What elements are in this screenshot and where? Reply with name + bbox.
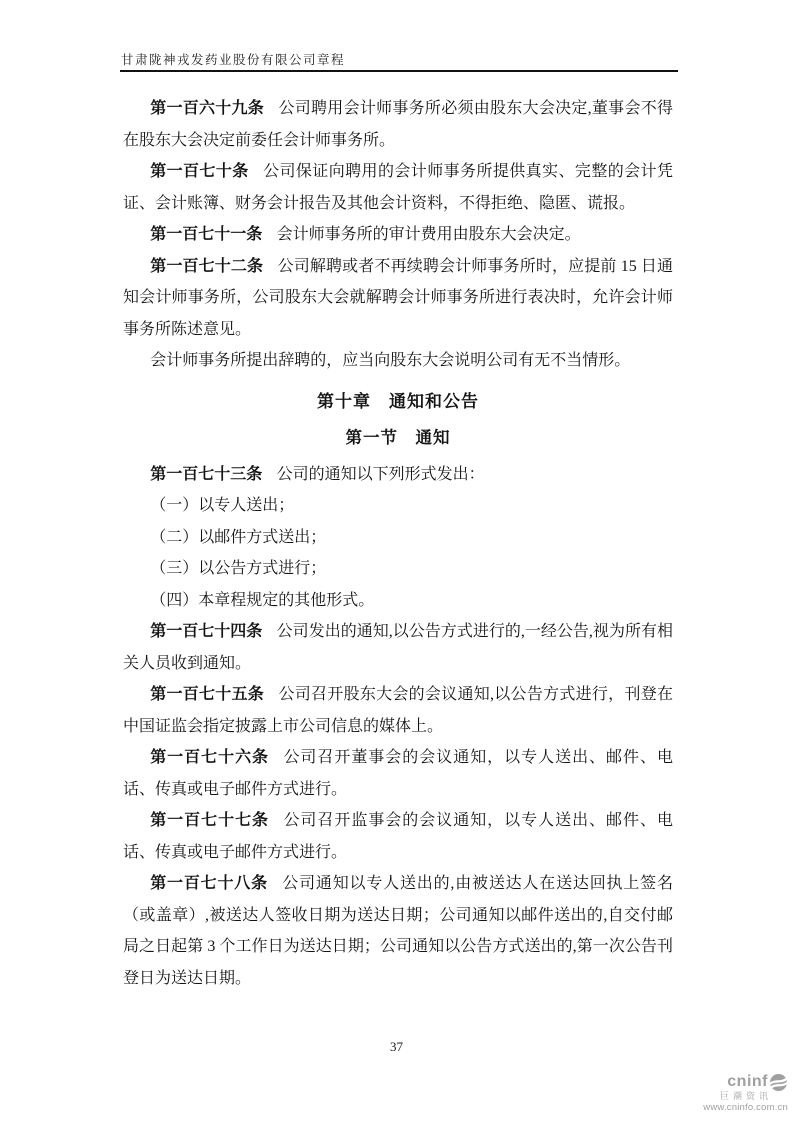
- article-number: 第一百七十一条: [150, 226, 263, 243]
- paragraph-text: 公司召开股东大会的会议通知,以公告方式进行，刊登在中国证监会指定披露上市公司信息的媒体上。: [123, 686, 673, 735]
- article-paragraph: [123, 156, 673, 219]
- paragraph-text: 公司通知以专人送出的,由被送达人在送达回执上签名（或盖章）,被送达人签收日期为送达日期；公司通知以邮件送出的,自交付邮局之日起第 3 个工作日为送达日期；公司通知以公告方式送出的,第一次公告刊登日为送达日期。: [123, 875, 673, 987]
- cninfo-logo: [668, 1073, 788, 1114]
- list-item: [123, 522, 673, 554]
- paragraph-text: 公司发出的通知,以公告方式进行的,一经公告,视为所有相关人员收到通知。: [123, 623, 673, 672]
- paragraph-text: 公司的通知以下列形式发出：: [276, 465, 485, 483]
- article-paragraph: [123, 93, 673, 156]
- logo-url-text: www.cninfo.com.cn: [703, 1102, 788, 1114]
- article-number: 第一百七十二条: [150, 257, 264, 275]
- logo-brand-cn: 巨潮资讯: [719, 1091, 772, 1101]
- paragraph-text: 公司召开董事会的会议通知，以专人送出、邮件、电话、传真或电子邮件方式进行。: [123, 749, 673, 798]
- logo-brand-row: [668, 1073, 788, 1092]
- article-paragraph: [123, 805, 673, 868]
- page-number: 37: [390, 1039, 403, 1054]
- paragraph-text: （四）本章程规定的其他形式。: [150, 591, 375, 609]
- article-number: 第一百七十四条: [150, 623, 263, 640]
- list-item: [123, 490, 673, 522]
- article-paragraph: [123, 742, 673, 805]
- page-header-title: 甘肃陇神戎发药业股份有限公司章程: [121, 53, 346, 67]
- section-heading: [123, 422, 673, 454]
- article-number: 第一百六十九条: [150, 100, 265, 117]
- article-paragraph: [123, 679, 673, 742]
- paragraph-text: （二）以邮件方式送出；: [150, 528, 327, 546]
- paragraph-text: 会计师事务所的审计费用由股东大会决定。: [276, 226, 581, 243]
- paragraph-text: （一）以专人送出；: [150, 497, 295, 514]
- document-body: [123, 93, 673, 994]
- paragraph-text: 第一节 通知: [345, 428, 451, 447]
- article-number: 第一百七十八条: [150, 875, 268, 892]
- article-paragraph: [123, 251, 673, 346]
- logo-brand-text: cninf: [727, 1073, 768, 1091]
- article-number: 第一百七十五条: [150, 686, 265, 703]
- chapter-heading: [123, 386, 673, 418]
- paragraph-text: 公司召开监事会的会议通知，以专人送出、邮件、电话、传真或电子邮件方式进行。: [123, 812, 673, 861]
- article-number: 第一百七十六条: [150, 749, 270, 766]
- paragraph-text: 公司解聘或者不再续聘会计师事务所时，应提前 15 日通知会计师事务所，公司股东大会就解聘会计师事务所进行表决时，允许会计师事务所陈述意见。: [123, 257, 673, 338]
- paragraph-text: 第十章 通知和公告: [317, 391, 479, 411]
- plain-paragraph: [123, 345, 673, 377]
- article-number: 第一百七十三条: [150, 465, 263, 483]
- article-number: 第一百七十条: [150, 163, 249, 180]
- article-number: 第一百七十七条: [150, 812, 270, 829]
- paragraph-text: （三）以公告方式进行；: [150, 560, 327, 577]
- article-paragraph: [123, 459, 673, 491]
- paragraph-text: 公司保证向聘用的会计师事务所提供真实、完整的会计凭证、会计账簿、财务会计报告及其他会计资料，不得拒绝、隐匿、谎报。: [123, 163, 673, 212]
- list-item: [123, 585, 673, 617]
- header-rule: [120, 70, 678, 72]
- list-item: [123, 553, 673, 585]
- article-paragraph: [123, 219, 673, 251]
- article-paragraph: [123, 868, 673, 994]
- paragraph-text: 会计师事务所提出辞聘的，应当向股东大会说明公司有无不当情形。: [150, 352, 631, 369]
- paragraph-text: 公司聘用会计师事务所必须由股东大会决定,董事会不得在股东大会决定前委任会计师事务所。: [123, 100, 673, 149]
- cninfo-swirl-icon: [769, 1073, 788, 1092]
- article-paragraph: [123, 616, 673, 679]
